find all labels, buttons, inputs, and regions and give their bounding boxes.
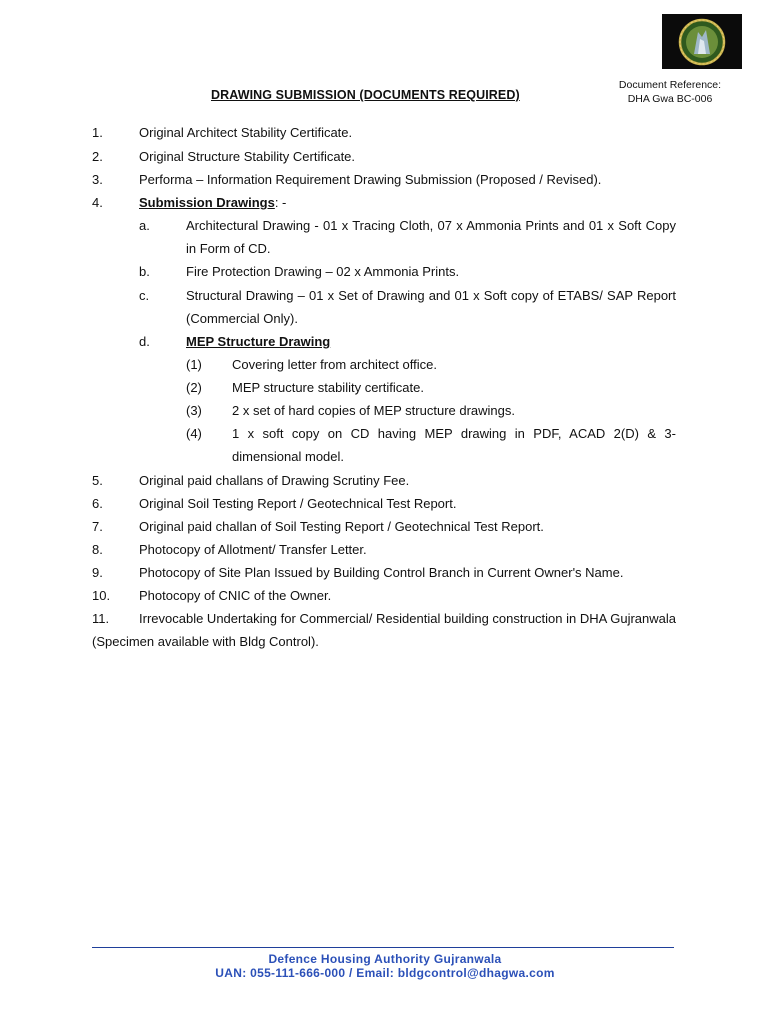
- footer-organization: Defence Housing Authority Gujranwala: [268, 952, 502, 966]
- item-text: [139, 191, 286, 214]
- item-text: 2 x set of hard copies of MEP structure drawings.: [232, 403, 516, 418]
- mep-structure-heading: MEP Structure Drawing: [186, 334, 331, 349]
- item-text: Photocopy of CNIC of the Owner.: [139, 588, 332, 603]
- item-text: Irrevocable Undertaking for Commercial/ Residential building construction in DHA Gujranwala (Specimen available with Bldg Control).: [92, 611, 676, 650]
- item-number: 8.: [92, 542, 103, 557]
- item-text: Structural Drawing – 01 x Set of Drawing and 01 x Soft copy of ETABS/ SAP Report (Commercial Only).: [186, 288, 676, 327]
- submission-drawings-heading: Submission Drawings: [139, 195, 275, 210]
- item-number: c.: [139, 288, 150, 303]
- item-number: 2.: [92, 149, 103, 164]
- item-text: Fire Protection Drawing – 02 x Ammonia Prints.: [186, 264, 460, 279]
- item-number: 11.: [92, 611, 110, 626]
- item-text: Architectural Drawing - 01 x Tracing Cloth, 07 x Ammonia Prints and 01 x Soft Copy in Form of CD.: [186, 218, 676, 257]
- item-number: (1): [186, 357, 202, 372]
- item-text: Performa – Information Requirement Drawing Submission (Proposed / Revised).: [139, 172, 602, 187]
- item-text: Covering letter from architect office.: [232, 357, 437, 372]
- document-reference: [606, 78, 734, 106]
- item-text: Original Architect Stability Certificate.: [139, 125, 353, 140]
- list-item: [92, 607, 676, 653]
- item-text: Original Soil Testing Report / Geotechnical Test Report.: [139, 496, 457, 511]
- dha-logo: [662, 14, 742, 69]
- page-title: DRAWING SUBMISSION (DOCUMENTS REQUIRED): [211, 88, 520, 102]
- item-number: (3): [186, 403, 202, 418]
- footer-divider: [92, 947, 674, 948]
- item-text: Photocopy of Allotment/ Transfer Letter.: [139, 542, 367, 557]
- item-number: 4.: [92, 195, 103, 210]
- item-number: a.: [139, 218, 150, 233]
- item-number: (2): [186, 380, 202, 395]
- item-number: b.: [139, 264, 150, 279]
- item-number: d.: [139, 334, 150, 349]
- item-text: 1 x soft copy on CD having MEP drawing in PDF, ACAD 2(D) & 3-dimensional model.: [232, 426, 676, 465]
- item-number: 9.: [92, 565, 103, 580]
- item-text: Original paid challans of Drawing Scrutiny Fee.: [139, 473, 410, 488]
- item-number: (4): [186, 426, 202, 441]
- heading-suffix: : -: [274, 195, 287, 210]
- doc-ref-label: Document Reference:: [618, 79, 722, 91]
- item-number: 3.: [92, 172, 103, 187]
- item-text: MEP structure stability certificate.: [232, 380, 424, 395]
- item-text: Photocopy of Site Plan Issued by Building Control Branch in Current Owner's Name.: [139, 565, 624, 580]
- item-number: 5.: [92, 473, 103, 488]
- doc-ref-value: DHA Gwa BC-006: [627, 93, 713, 105]
- item-text: Original paid challan of Soil Testing Report / Geotechnical Test Report.: [139, 519, 544, 534]
- item-text: Original Structure Stability Certificate.: [139, 149, 356, 164]
- item-number: 10.: [92, 588, 111, 603]
- item-number: 7.: [92, 519, 103, 534]
- dha-emblem-icon: [671, 17, 733, 67]
- item-number: 6.: [92, 496, 103, 511]
- footer-contact: UAN: 055-111-666-000 / Email: bldgcontrol@dhagwa.com: [215, 966, 555, 980]
- item-number: 1.: [92, 125, 103, 140]
